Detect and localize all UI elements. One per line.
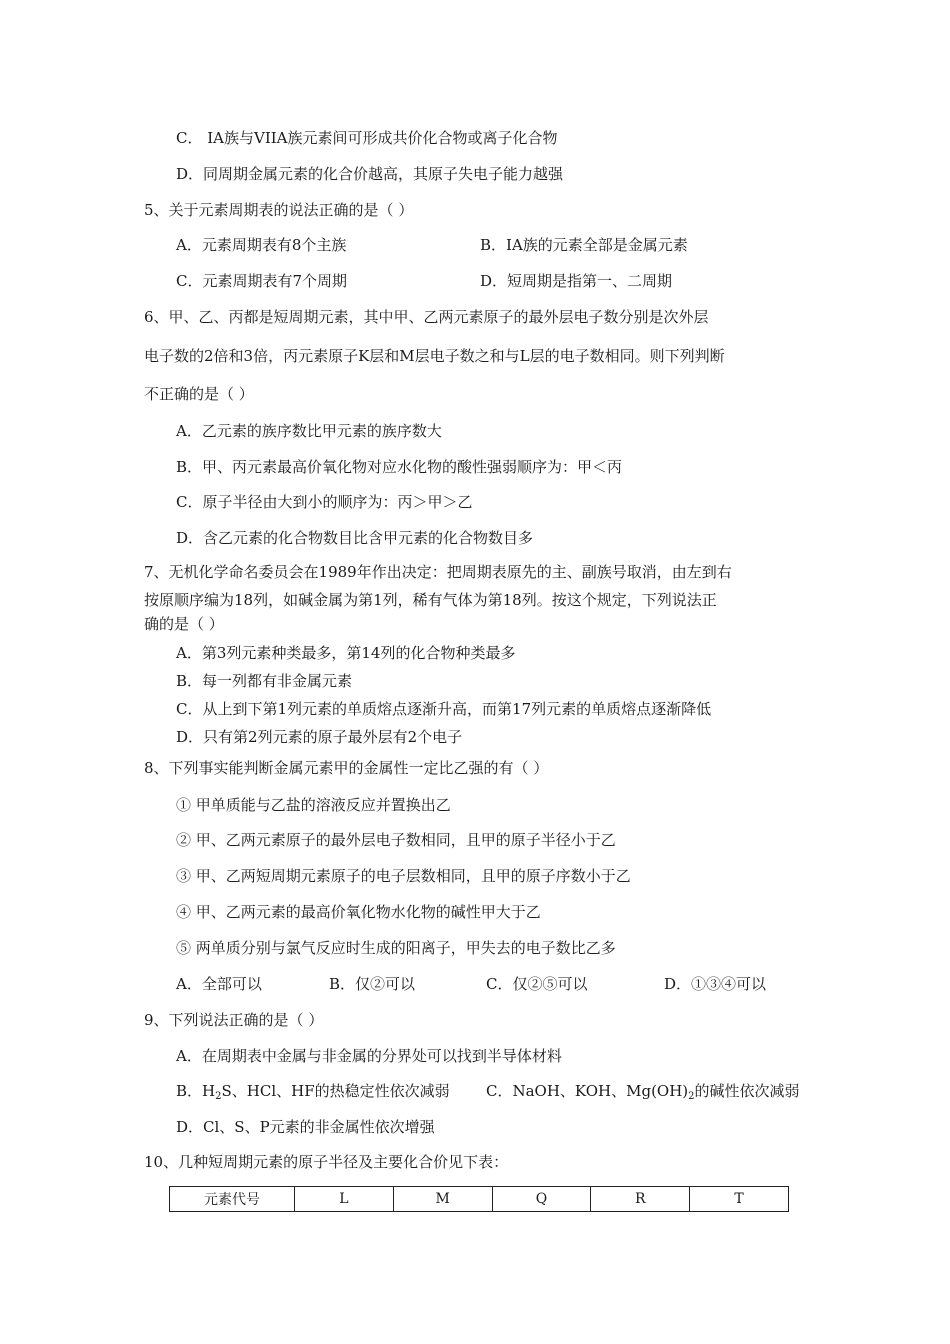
question-8-statement-5: ⑤ 两单质分别与氯气反应时生成的阳离子，甲失去的电子数比乙多	[176, 939, 616, 957]
table-header-row	[170, 1187, 789, 1212]
question-8-statement-4: ④ 甲、乙两元素的最高价氧化物水化物的碱性甲大于乙	[176, 903, 541, 921]
question-7-stem-line1: 7、无机化学命名委员会在1989年作出决定：把周期表原先的主、副族号取消，由左到右	[144, 563, 732, 581]
question-9-option-c: C．NaOH、KOH、$Mg(OH)_2$的碱性依次减弱	[486, 1082, 800, 1102]
question-6-stem-line1: 6、甲、乙、丙都是短周期元素，其中甲、乙两元素原子的最外层电子数分别是次外层	[144, 308, 709, 326]
question-6-stem-line3: 不正确的是（ ）	[144, 385, 254, 403]
question-9-option-a: A．在周期表中金属与非金属的分界处可以找到半导体材料	[176, 1047, 562, 1065]
question-7-option-d: D．只有第2列元素的原子最外层有2个电子	[176, 728, 463, 746]
table-header-cell: 元素代号	[170, 1187, 295, 1212]
table-header-cell: R	[591, 1187, 690, 1212]
table-header-cell: L	[295, 1187, 394, 1212]
question-6-option-b: B．甲、丙元素最高价氧化物对应水化物的酸性强弱顺序为：甲＜丙	[176, 458, 623, 476]
question-5-option-b: B．ⅠA族的元素全部是金属元素	[480, 236, 688, 254]
question-8-option-b: B．仅②可以	[329, 975, 416, 993]
question-5-stem: 5、关于元素周期表的说法正确的是（ ）	[144, 201, 414, 219]
question-5-option-a: A．元素周期表有8个主族	[176, 236, 347, 254]
question-8-stem: 8、下列事实能判断金属元素甲的金属性一定比乙强的有（ ）	[144, 759, 549, 777]
question-8-statement-3: ③ 甲、乙两短周期元素原子的电子层数相同，且甲的原子序数小于乙	[176, 867, 631, 885]
question-9-option-d: D．Cl、S、P元素的非金属性依次增强	[176, 1118, 435, 1136]
question-8-option-d: D．①③④可以	[664, 975, 767, 993]
question-5-option-d: D．短周期是指第一、二周期	[480, 272, 673, 290]
prev-option-c: C． IA族与VIIA族元素间可形成共价化合物或离子化合物	[176, 129, 558, 147]
question-5-option-c: C．元素周期表有7个周期	[176, 272, 348, 290]
element-table	[169, 1186, 789, 1212]
prev-option-d: D．同周期金属元素的化合价越高，其原子失电子能力越强	[176, 165, 564, 183]
question-7-stem-line3: 确的是（ ）	[144, 615, 224, 633]
table-header-cell: Q	[492, 1187, 591, 1212]
question-7-stem-line2: 按原顺序编为18列，如碱金属为第1列，稀有气体为第18列。按这个规定，下列说法正	[144, 591, 717, 609]
question-8-option-a: A．全部可以	[176, 975, 262, 993]
table-header-cell: M	[393, 1187, 492, 1212]
question-8-option-c: C．仅②⑤可以	[486, 975, 588, 993]
table-header-cell: T	[690, 1187, 789, 1212]
question-8-statement-1: ① 甲单质能与乙盐的溶液反应并置换出乙	[176, 796, 451, 814]
question-7-option-b: B．每一列都有非金属元素	[176, 672, 353, 690]
question-7-option-a: A．第3列元素种类最多，第14列的化合物种类最多	[176, 644, 516, 662]
question-9-option-b: B．$H_2S$、HCl、HF的热稳定性依次减弱	[176, 1082, 450, 1102]
question-8-statement-2: ② 甲、乙两元素原子的最外层电子数相同，且甲的原子半径小于乙	[176, 831, 616, 849]
question-6-option-d: D．含乙元素的化合物数目比含甲元素的化合物数目多	[176, 529, 534, 547]
question-6-option-a: A．乙元素的族序数比甲元素的族序数大	[176, 422, 442, 440]
question-9-stem: 9、下列说法正确的是（ ）	[144, 1011, 324, 1029]
question-7-option-c: C．从上到下第1列元素的单质熔点逐渐升高，而第17列元素的单质熔点逐渐降低	[176, 700, 712, 718]
question-10-stem: 10、几种短周期元素的原子半径及主要化合价见下表：	[144, 1153, 509, 1171]
question-6-stem-line2: 电子数的2倍和3倍，丙元素原子K层和M层电子数之和与L层的电子数相同。则下列判断	[144, 347, 725, 365]
question-6-option-c: C．原子半径由大到小的顺序为：丙＞甲＞乙	[176, 493, 473, 511]
